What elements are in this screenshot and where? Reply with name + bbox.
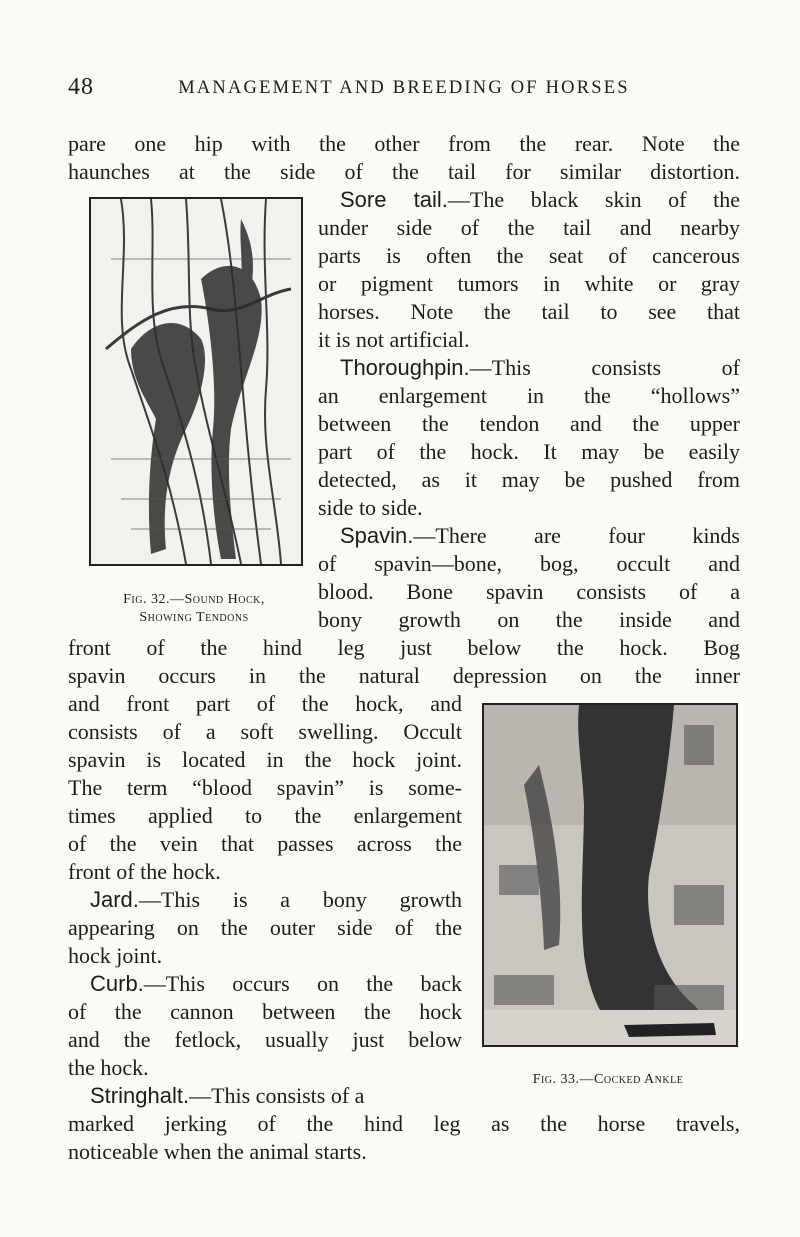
text-line: noticeable when the animal starts.: [68, 1139, 367, 1164]
text-line: hock joint.: [68, 943, 163, 968]
text-line: of spavin—bone, bog, occult and: [318, 551, 740, 576]
text-line: spavin occurs in the natural depression on the inner: [68, 663, 740, 688]
text-line: side to side.: [318, 495, 423, 520]
text-line: and the fetlock, usually just below: [68, 1027, 462, 1052]
text-line: bony growth on the inside and: [318, 607, 740, 632]
page-number: 48: [68, 74, 94, 100]
text-line: of the vein that passes across the: [68, 831, 462, 856]
text-line: pare one hip with the other from the rear. Note the: [68, 131, 740, 156]
stringhalt-paragraph-start: Stringhalt.—This consists of a: [90, 1083, 365, 1108]
text-line: under side of the tail and nearby: [318, 215, 740, 240]
stringhalt-heading: Stringhalt.: [90, 1083, 190, 1108]
text-line: spavin is located in the hock joint.: [68, 747, 462, 772]
text-line: appearing on the outer side of the: [68, 915, 462, 940]
page-header: [68, 74, 740, 104]
sore-tail-heading: Sore tail.: [340, 187, 448, 212]
figure-32-caption: Fig. 32.—Sound Hock, Showing Tendons: [123, 592, 265, 625]
jard-paragraph-start: Jard.—This is a bony growth: [90, 887, 462, 912]
thoroughpin-paragraph-start: Thoroughpin.—This consists of: [340, 355, 740, 380]
cocked-ankle-photo: [484, 705, 736, 1045]
thoroughpin-heading: Thoroughpin.: [340, 355, 470, 380]
text-line: times applied to the enlargement: [68, 803, 462, 828]
spavin-paragraph-start: Spavin.—There are four kinds: [340, 523, 740, 548]
text-line: the hock.: [68, 1055, 149, 1080]
hock-tendon-illustration: [91, 199, 301, 564]
text-line: horses. Note the tail to see that: [318, 299, 740, 324]
text-line: consists of a soft swelling. Occult: [68, 719, 462, 744]
curb-heading: Curb.: [90, 971, 144, 996]
figure-32-sound-hock: [89, 197, 303, 566]
text-line: between the tendon and the upper: [318, 411, 740, 436]
figure-33-cocked-ankle: [482, 703, 738, 1047]
running-head: MANAGEMENT AND BREEDING OF HORSES: [178, 78, 630, 98]
text-line: haunches at the side of the tail for similar distortion.: [68, 159, 740, 184]
text-line: detected, as it may be pushed from: [318, 467, 740, 492]
text-line: and front part of the hock, and: [68, 691, 462, 716]
spavin-heading: Spavin.: [340, 523, 414, 548]
text-line: an enlargement in the “hollows”: [318, 383, 740, 408]
text-line: or pigment tumors in white or gray: [318, 271, 740, 296]
figure-33-caption: Fig. 33.—Cocked Ankle: [532, 1072, 684, 1087]
text-line: front of the hock.: [68, 859, 221, 884]
curb-paragraph-start: Curb.—This occurs on the back: [90, 971, 462, 996]
sore-tail-paragraph-start: Sore tail.—The black skin of the: [340, 187, 740, 212]
jard-heading: Jard.: [90, 887, 139, 912]
text-line: of the cannon between the hock: [68, 999, 462, 1024]
text-line: blood. Bone spavin consists of a: [318, 579, 740, 604]
text-line: part of the hock. It may be easily: [318, 439, 740, 464]
text-line: it is not artificial.: [318, 327, 470, 352]
text-line: front of the hind leg just below the hock. Bog: [68, 635, 740, 660]
text-line: The term “blood spavin” is some-: [68, 775, 462, 800]
text-line: parts is often the seat of cancerous: [318, 243, 740, 268]
text-line: marked jerking of the hind leg as the horse travels,: [68, 1111, 740, 1136]
